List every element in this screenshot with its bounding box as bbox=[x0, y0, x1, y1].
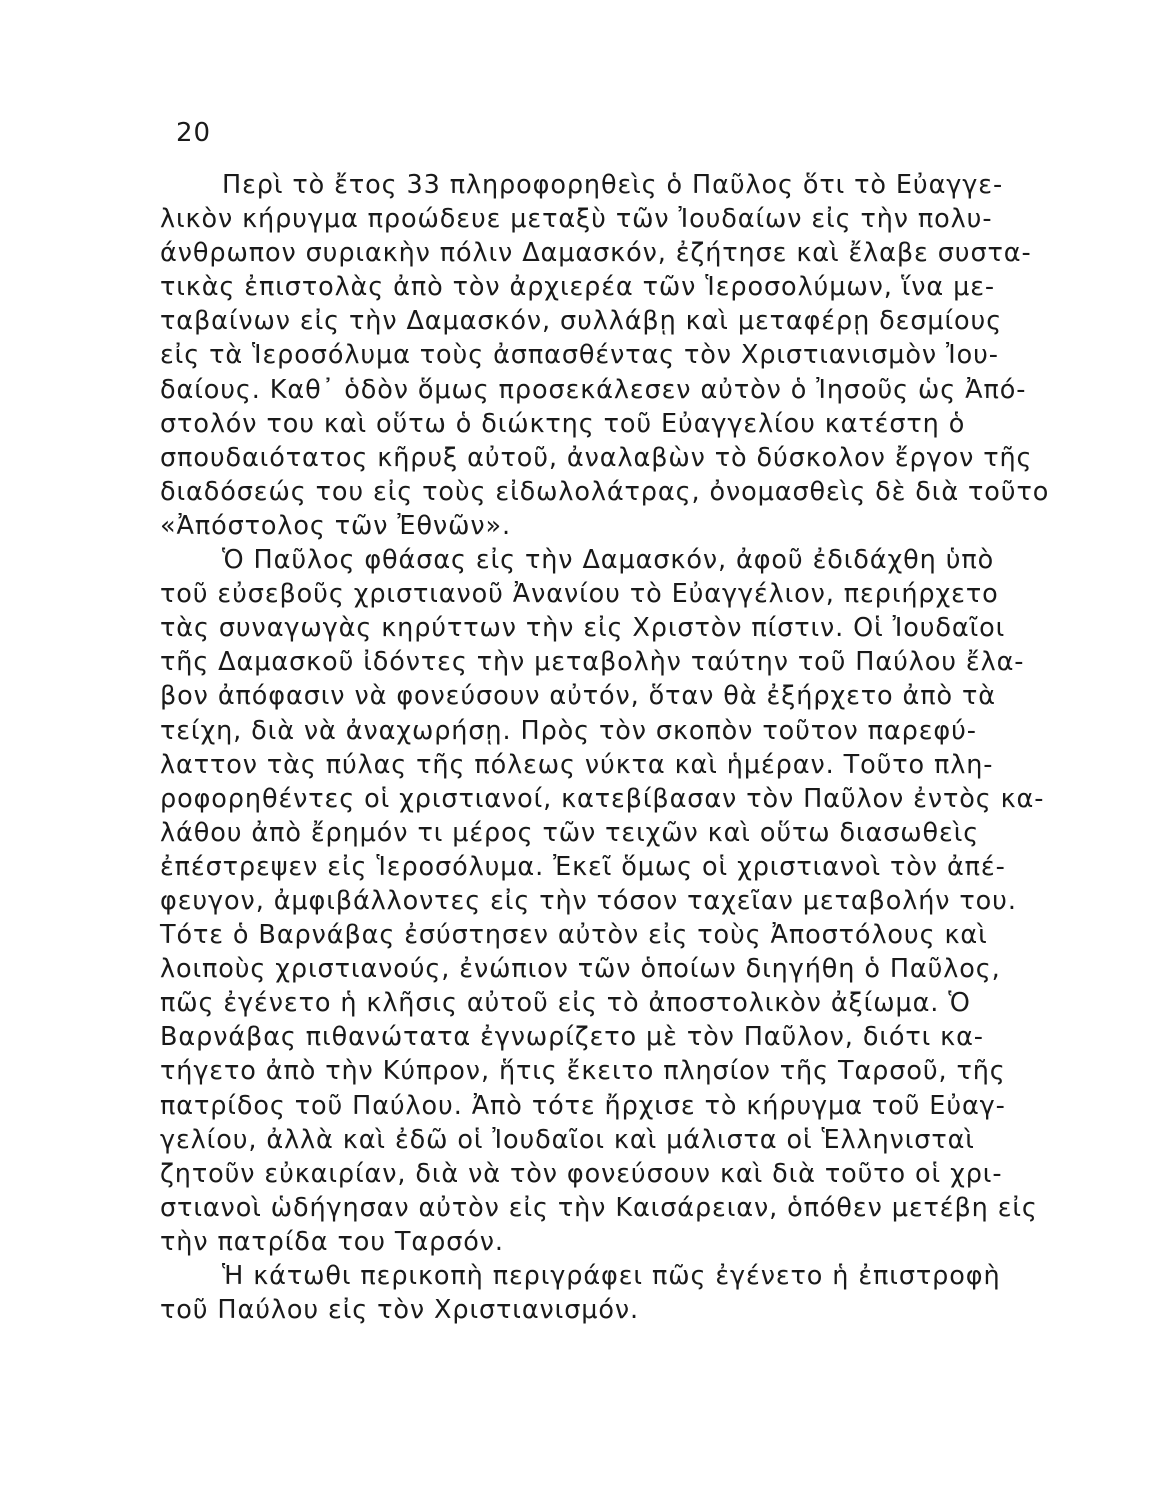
text-line: γελίου, ἀλλὰ καὶ ἐδῶ οἱ Ἰουδαῖοι καὶ μάλιστα οἱ Ἑλληνισταὶ bbox=[160, 1124, 975, 1155]
text-line: λικὸν κήρυγμα προώδευε μεταξὺ τῶν Ἰουδαίων εἰς τὴν πολυ- bbox=[160, 204, 993, 235]
text-line: Τότε ὁ Βαρνάβας ἐσύστησεν αὐτὸν εἰς τοὺς Ἀποστόλους καὶ bbox=[160, 920, 988, 951]
text-line: πῶς ἐγένετο ἡ κλῆσις αὐτοῦ εἰς τὸ ἀποστολικὸν ἀξίωμα. Ὁ bbox=[160, 988, 971, 1019]
text-line: τὴν πατρίδα του Ταρσόν. bbox=[160, 1226, 504, 1257]
text-line: άνθρωπον συριακὴν πόλιν Δαμασκόν, ἐζήτησε καὶ ἔλαβε συστα- bbox=[160, 238, 1032, 269]
text-line: τοῦ Παύλου εἰς τὸν Χριστιανισμόν. bbox=[160, 1295, 640, 1326]
text-line: βον ἀπόφασιν νὰ φονεύσουν αὐτόν, ὅταν θὰ ἐξήρχετο ἀπὸ τὰ bbox=[160, 681, 996, 712]
text-line: λάθου ἀπὸ ἔρημόν τι μέρος τῶν τειχῶν καὶ οὕτω διασωθεὶς bbox=[160, 817, 980, 848]
text-line: διαδόσεώς του εἰς τοὺς εἰδωλολάτρας, ὀνομασθεὶς δὲ διὰ τοῦτο bbox=[160, 476, 1050, 507]
text-line: τικὰς ἐπιστολὰς ἀπὸ τὸν ἀρχιερέα τῶν Ἱεροσολύμων, ἵνα με- bbox=[160, 272, 996, 303]
text-line: ταβαίνων εἰς τὴν Δαμασκόν, συλλάβῃ καὶ μεταφέρῃ δεσμίους bbox=[160, 306, 1003, 337]
page-number: 20 bbox=[176, 118, 212, 148]
text-line: τοῦ εὐσεβοῦς χριστιανοῦ Ἀνανίου τὸ Εὐαγγέλιον, περιήρχετο bbox=[160, 579, 999, 610]
text-line: δαίους. Καθ᾽ ὁδὸν ὅμως προσεκάλεσεν αὐτὸν ὁ Ἰησοῦς ὡς Ἀπό- bbox=[160, 374, 1027, 405]
text-line: στιανοὶ ὡδήγησαν αὐτὸν εἰς τὴν Καισάρειαν, ὁπόθεν μετέβη εἰς bbox=[160, 1192, 1038, 1223]
text-line: σπουδαιότατος κῆρυξ αὐτοῦ, ἀναλαβὼν τὸ δύσκολον ἔργον τῆς bbox=[160, 442, 1033, 473]
text-line: ἐπέστρεψεν εἰς Ἱεροσόλυμα. Ἐκεῖ ὅμως οἱ χριστιανοὶ τὸν ἀπέ- bbox=[160, 851, 1006, 882]
text-line: πατρίδος τοῦ Παύλου. Ἀπὸ τότε ἤρχισε τὸ κήρυγμα τοῦ Εὐαγ- bbox=[160, 1090, 1006, 1121]
text-line: Βαρνάβας πιθανώτατα ἐγνωρίζετο μὲ τὸν Παῦλον, διότι κα- bbox=[160, 1022, 984, 1053]
text-line: λοιποὺς χριστιανούς, ἐνώπιον τῶν ὁποίων διηγήθη ὁ Παῦλος, bbox=[160, 954, 1001, 985]
text-line: στολόν του καὶ οὕτω ὁ διώκτης τοῦ Εὐαγγελίου κατέστη ὁ bbox=[160, 408, 966, 439]
text-line: Ὁ Παῦλος φθάσας εἰς τὴν Δαμασκόν, ἀφοῦ ἐδιδάχθη ὑπὸ bbox=[222, 545, 995, 576]
text-line: τήγετο ἀπὸ τὴν Κύπρον, ἥτις ἔκειτο πλησίον τῆς Ταρσοῦ, τῆς bbox=[160, 1056, 1006, 1087]
text-line: ροφορηθέντες οἱ χριστιανοί, κατεβίβασαν τὸν Παῦλον ἐντὸς κα- bbox=[160, 783, 1045, 814]
text-line: τείχη, διὰ νὰ ἀναχωρήσῃ. Πρὸς τὸν σκοπὸν τοῦτον παρεφύ- bbox=[160, 715, 977, 746]
text-line: Ἡ κάτωθι περικοπὴ περιγράφει πῶς ἐγένετο ἡ ἐπιστροφὴ bbox=[222, 1261, 1001, 1291]
text-line: λαττον τὰς πύλας τῆς πόλεως νύκτα καὶ ἡμέραν. Τοῦτο πλη- bbox=[160, 749, 994, 780]
body-text bbox=[160, 168, 1110, 1327]
text-line: φευγον, ἀμφιβάλλοντες εἰς τὴν τόσον ταχεῖαν μεταβολήν του. bbox=[160, 885, 1017, 916]
text-line: τῆς Δαμασκοῦ ἰδόντες τὴν μεταβολὴν ταύτην τοῦ Παύλου ἔλα- bbox=[160, 647, 1025, 678]
text-line: Περὶ τὸ ἔτος 33 πληροφορηθεὶς ὁ Παῦλος ὅτι τὸ Εὐαγγε- bbox=[222, 170, 1004, 200]
text-line: «Ἀπόστολος τῶν Ἐθνῶν». bbox=[160, 510, 512, 541]
text-line: ζητοῦν εὐκαιρίαν, διὰ νὰ τὸν φονεύσουν καὶ διὰ τοῦτο οἱ χρι- bbox=[160, 1158, 1003, 1189]
text-line: τὰς συναγωγὰς κηρύττων τὴν εἰς Χριστὸν πίστιν. Οἱ Ἰουδαῖοι bbox=[160, 613, 1006, 644]
text-line: εἰς τὰ Ἱεροσόλυμα τοὺς ἀσπασθέντας τὸν Χριστιανισμὸν Ἰου- bbox=[160, 340, 999, 371]
